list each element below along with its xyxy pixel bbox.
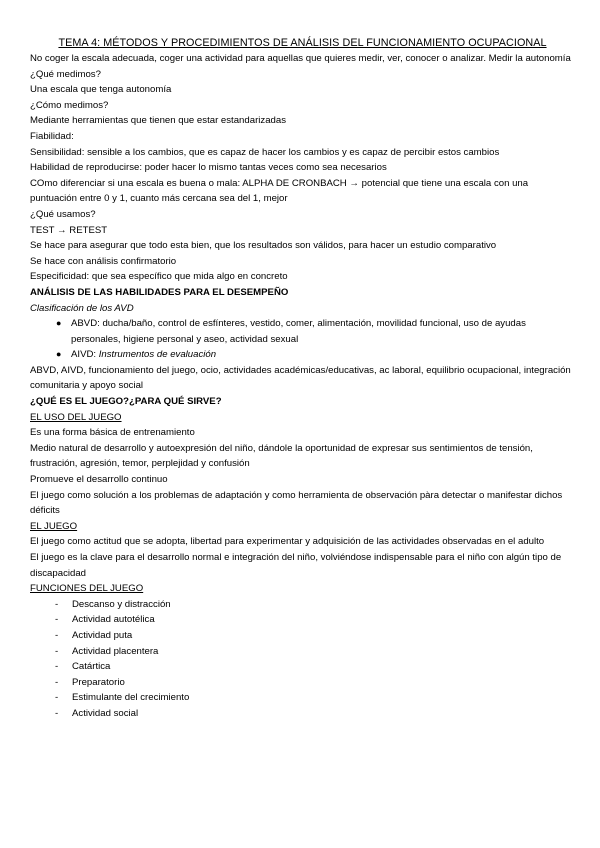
document-title: TEMA 4: MÉTODOS Y PROCEDIMIENTOS DE ANÁLISIS DEL FUNCIONAMIENTO OCUPACIONAL bbox=[58, 37, 547, 49]
funcion-text: Actividad autotélica bbox=[72, 614, 155, 626]
cronbach-paragraph: COmo diferenciar si una escala es buena o mala: ALPHA DE CRONBACH → potencial que tiene una escala con una puntuación entre 0 y 1, cuanto más cercana sea del 1, mejor bbox=[30, 177, 529, 205]
dash-glyph: - bbox=[55, 645, 59, 657]
sensibilidad-line: Sensibilidad: sensible a los cambios, que es capaz de hacer los cambios y es capaz de percibir estos cambios bbox=[30, 146, 500, 158]
list-item bbox=[30, 690, 575, 706]
juego-heading: ¿QUÉ ES EL JUEGO?¿PARA QUÉ SIRVE? bbox=[30, 396, 222, 408]
funcion-text: Actividad placentera bbox=[72, 645, 159, 657]
uso-juego-heading: EL USO DEL JUEGO bbox=[30, 411, 122, 423]
confirmatorio-line: Se hace con análisis confirmatorio bbox=[30, 255, 177, 267]
juego-line: El juego es la clave para el desarrollo normal e integración del niño, volviéndose indispensable para el niño con algún tipo de discapacidad bbox=[30, 552, 562, 579]
question-que-usamos: ¿Qué usamos? bbox=[30, 208, 96, 220]
el-juego-heading: EL JUEGO bbox=[30, 520, 78, 532]
test-retest-purpose: Se hace para asegurar que todo esta bien, que los resultados son válidos, para hacer un estudio comparativo bbox=[30, 240, 497, 252]
list-item bbox=[30, 706, 575, 722]
uso-line: Medio natural de desarrollo y autoexpresión del niño, dándole la oportunidad de expresar sus sentimientos de tensión, frustración, agresión, temor, perplejidad y confusión bbox=[30, 442, 533, 470]
dash-glyph: - bbox=[55, 707, 59, 719]
question-como-medimos: ¿Cómo medimos? bbox=[30, 99, 109, 111]
avd-bullet-list bbox=[30, 316, 575, 363]
funciones-heading: FUNCIONES DEL JUEGO bbox=[30, 583, 144, 595]
avd-summary-paragraph: ABVD, AIVD, funcionamiento del juego, ocio, actividades académicas/educativas, ac laboral, equilibrio ocupacional, integración comunitaria y apoyo social bbox=[30, 364, 571, 392]
question-que-medimos: ¿Qué medimos? bbox=[30, 68, 101, 80]
uso-line: Promueve el desarrollo continuo bbox=[30, 474, 168, 486]
list-item bbox=[30, 612, 575, 628]
test-retest-line: TEST → RETEST bbox=[30, 224, 108, 236]
funciones-list bbox=[30, 597, 575, 722]
bullet-text: ABVD: ducha/baño, control de esfínteres, vestido, comer, alimentación, movilidad funcional, uso de ayudas personales, higiene personal y aseo, actividad sexual bbox=[71, 318, 526, 345]
dash-glyph: - bbox=[55, 614, 59, 626]
especificidad-line: Especificidad: que sea específico que mida algo en concreto bbox=[30, 271, 288, 283]
avd-subheading: Clasificación de los AVD bbox=[30, 302, 134, 314]
habilidades-heading: ANÁLISIS DE LAS HABILIDADES PARA EL DESEMPEÑO bbox=[30, 286, 289, 298]
reproducirse-line: Habilidad de reproducirse: poder hacer lo mismo tantas veces como sea necesarios bbox=[30, 162, 387, 174]
bullet-italic-text: Instrumentos de evaluación bbox=[98, 349, 217, 361]
funcion-text: Actividad puta bbox=[72, 629, 133, 641]
funcion-text: Actividad social bbox=[72, 707, 139, 719]
juego-line: El juego como actitud que se adopta, libertad para experimentar y adquisición de las actividades observadas en el adulto bbox=[30, 536, 545, 548]
uso-line: Es una forma básica de entrenamiento bbox=[30, 427, 195, 439]
dash-glyph: - bbox=[55, 629, 59, 641]
funcion-text: Preparatorio bbox=[72, 676, 125, 688]
list-item bbox=[30, 597, 575, 613]
dash-glyph: - bbox=[55, 598, 59, 610]
funcion-text: Catártica bbox=[72, 661, 111, 673]
dash-glyph: - bbox=[55, 661, 59, 673]
answer-como-medimos: Mediante herramientas que tienen que estar estandarizadas bbox=[30, 115, 286, 127]
bullet-text: AIVD: bbox=[71, 349, 99, 361]
bullet-glyph: ● bbox=[56, 318, 62, 329]
uso-line: El juego como solución a los problemas de adaptación y como herramienta de observación pàra detectar o manifestar dichos déficits bbox=[30, 489, 563, 517]
list-item bbox=[30, 316, 575, 347]
document-page bbox=[30, 37, 575, 722]
fiabilidad-label: Fiabilidad: bbox=[30, 130, 74, 142]
funcion-text: Descanso y distracción bbox=[72, 598, 171, 610]
dash-glyph: - bbox=[55, 676, 59, 688]
list-item bbox=[30, 659, 575, 675]
list-item bbox=[30, 644, 575, 660]
list-item bbox=[30, 347, 575, 363]
list-item bbox=[30, 675, 575, 691]
list-item bbox=[30, 628, 575, 644]
funcion-text: Estimulante del crecimiento bbox=[72, 692, 190, 704]
dash-glyph: - bbox=[55, 692, 59, 704]
bullet-glyph: ● bbox=[56, 349, 62, 360]
intro-paragraph: No coger la escala adecuada, coger una actividad para aquellas que quieres medir, ver, conocer o analizar. Medir la autonomía bbox=[30, 53, 571, 64]
answer-que-medimos: Una escala que tenga autonomía bbox=[30, 84, 172, 96]
